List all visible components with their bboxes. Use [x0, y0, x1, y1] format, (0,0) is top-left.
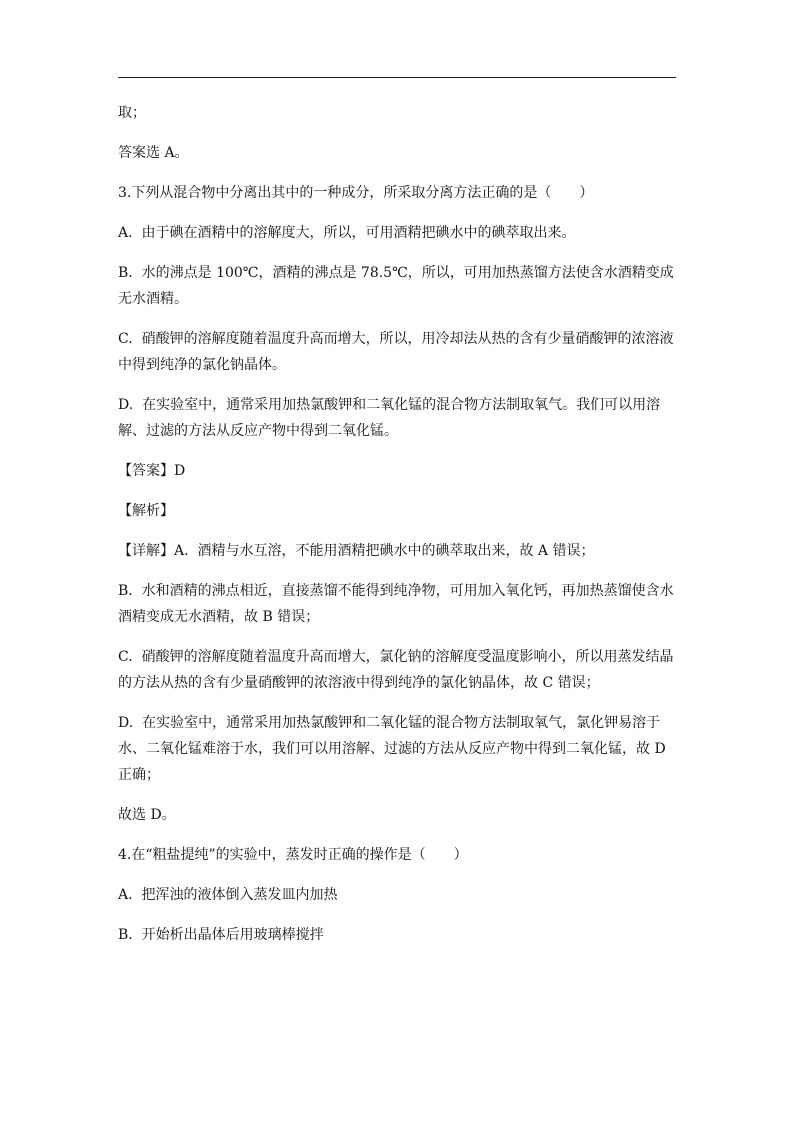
question-3-detail-c: C. 硝酸钾的溶解度随着温度升高而增大，氯化钠的溶解度受温度影响小，所以用蒸发结晶的方法从热的含有少量硝酸钾的浓溶液中得到纯净的氯化钠晶体，故 C 错误；	[118, 649, 674, 691]
question-3-option-b: B. 水的沸点是 100℃，酒精的沸点是 78.5℃，所以，可用加热蒸馏方法使含水酒精变成无水酒精。	[118, 265, 674, 307]
question-3-detail-b: B. 水和酒精的沸点相近，直接蒸馏不能得到纯净物，可用加入氧化钙，再加热蒸馏使含水酒精变成无水酒精，故 B 错误；	[118, 583, 674, 625]
question-4-option-b: B. 开始析出晶体后用玻璃棒搅拌	[118, 927, 324, 943]
question-3-conclusion: 故选 D。	[118, 807, 176, 823]
document-body	[118, 100, 678, 962]
question-3-option-a: A. 由于碘在酒精中的溶解度大，所以，可用酒精把碘水中的碘萃取出来。	[118, 225, 576, 241]
question-3-option-d: D. 在实验室中，通常采用加热氯酸钾和二氧化锰的混合物方法制取氧气。我们可以用溶解、过滤的方法从反应产物中得到二氧化锰。	[118, 397, 661, 439]
question-3-detail-d: D. 在实验室中，通常采用加热氯酸钾和二氧化锰的混合物方法制取氧气，氯化钾易溶于水、二氧化锰难溶于水，我们可以用溶解、过滤的方法从反应产物中得到二氧化锰，故 D 正确；	[118, 715, 671, 783]
question-3-detail-a: 【详解】A. 酒精与水互溶，不能用酒精把碘水中的碘萃取出来，故 A 错误；	[118, 543, 595, 559]
question-3-analysis-heading: 【解析】	[118, 503, 174, 519]
question-3-stem: 3.下列从混合物中分离出其中的一种成分，所采取分离方法正确的是（ ）	[118, 185, 594, 201]
text-line-prev-answer-choice: 答案选 A。	[118, 145, 189, 161]
header-rule	[118, 77, 676, 78]
question-3-option-c: C. 硝酸钾的溶解度随着温度升高而增大，所以，用冷却法从热的含有少量硝酸钾的浓溶液中得到纯净的氯化钠晶体。	[118, 331, 674, 373]
text-line-prev-answer-end: 取；	[118, 105, 146, 121]
question-4-stem: 4.在“粗盐提纯”的实验中，蒸发时正确的操作是（ ）	[118, 847, 468, 863]
question-3-answer: 【答案】D	[118, 463, 186, 479]
question-4-option-a: A. 把浑浊的液体倒入蒸发皿内加热	[118, 887, 338, 903]
